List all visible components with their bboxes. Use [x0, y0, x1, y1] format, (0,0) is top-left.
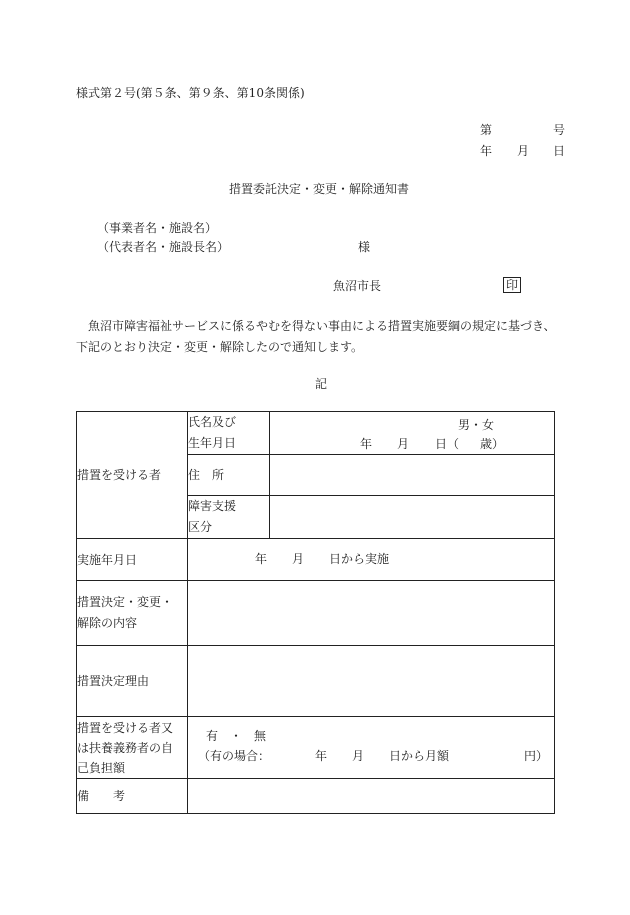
- impl-date-label: 実施年月日: [77, 552, 138, 567]
- burden-yes-no: 有 ・ 無: [206, 729, 267, 743]
- disability-label-2: 区分: [188, 520, 213, 534]
- dob-year: 年: [360, 436, 373, 451]
- dob-age: 歳）: [480, 436, 505, 451]
- disability-label-1: 障害支援: [188, 499, 237, 513]
- burden-case: （有の場合：: [198, 749, 271, 763]
- reason-value-cell[interactable]: [188, 646, 555, 717]
- address-value-cell[interactable]: [270, 455, 555, 496]
- burden-yen: 円）: [524, 749, 549, 763]
- impl-day: 日から実施: [329, 552, 390, 566]
- address-label: 住 所: [188, 468, 225, 482]
- burden-label-1: 措置を受ける者又: [77, 720, 174, 735]
- sender-name: 魚沼市長: [333, 279, 382, 293]
- burden-year: 年: [315, 749, 328, 763]
- content-value-cell[interactable]: [188, 581, 555, 646]
- name-dob-label-1: 氏名及び: [188, 415, 237, 429]
- body-line-2: 下記のとおり決定・変更・解除したので通知します。: [76, 340, 364, 354]
- disability-label-cell: [188, 496, 270, 539]
- remarks-label: 備 考: [77, 789, 126, 803]
- form-number: 様式第２号(第５条、第９条、第10条関係): [76, 86, 305, 100]
- body-line-1: 魚沼市障害福祉サービスに係るやむを得ない事由による措置実施要綱の規定に基づき、: [88, 319, 556, 333]
- date-day: 日: [553, 144, 566, 158]
- ki-label: 記: [315, 377, 328, 391]
- doc-number-suffix: 号: [553, 123, 566, 137]
- burden-month: 月: [352, 749, 365, 763]
- recipient-label-cell: [77, 412, 188, 539]
- remarks-label-cell: [77, 779, 188, 814]
- dob-month: 月: [397, 436, 410, 451]
- burden-label-3: 己負担額: [77, 760, 126, 775]
- disability-value-cell[interactable]: [270, 496, 555, 539]
- remarks-value-cell[interactable]: [188, 779, 555, 814]
- document-title: 措置委託決定・変更・解除通知書: [229, 182, 410, 196]
- impl-date-label-cell: [77, 539, 188, 581]
- honorific: 様: [358, 240, 371, 254]
- date-month: 月: [517, 144, 530, 158]
- name-dob-label-2: 生年月日: [188, 436, 237, 450]
- reason-label: 措置決定理由: [77, 674, 150, 688]
- doc-number-prefix: 第: [480, 123, 493, 137]
- content-label-1: 措置決定・変更・: [77, 595, 174, 609]
- name-dob-label-cell: [188, 412, 270, 455]
- representative-name-label: （代表者名・施設長名）: [97, 240, 230, 254]
- impl-month: 月: [292, 552, 305, 566]
- burden-label-cell: [77, 717, 188, 779]
- content-label-2: 解除の内容: [77, 616, 138, 630]
- seal-mark: 印: [503, 277, 521, 293]
- address-label-cell: [188, 455, 270, 496]
- impl-year: 年: [255, 552, 268, 566]
- notice-table: [76, 411, 555, 814]
- business-name-label: （事業者名・施設名）: [97, 221, 218, 235]
- content-label-cell: [77, 581, 188, 646]
- date-year: 年: [480, 144, 493, 158]
- impl-date-value-cell[interactable]: [188, 539, 555, 581]
- gender-options: 男・女: [458, 417, 495, 432]
- burden-from: 日から月額: [389, 749, 450, 763]
- burden-label-2: は扶養義務者の自: [77, 740, 174, 755]
- name-dob-value-cell[interactable]: [270, 412, 555, 455]
- dob-day: 日（: [435, 436, 460, 451]
- burden-value-cell[interactable]: [188, 717, 555, 779]
- recipient-label: 措置を受ける者: [77, 468, 162, 482]
- reason-label-cell: [77, 646, 188, 717]
